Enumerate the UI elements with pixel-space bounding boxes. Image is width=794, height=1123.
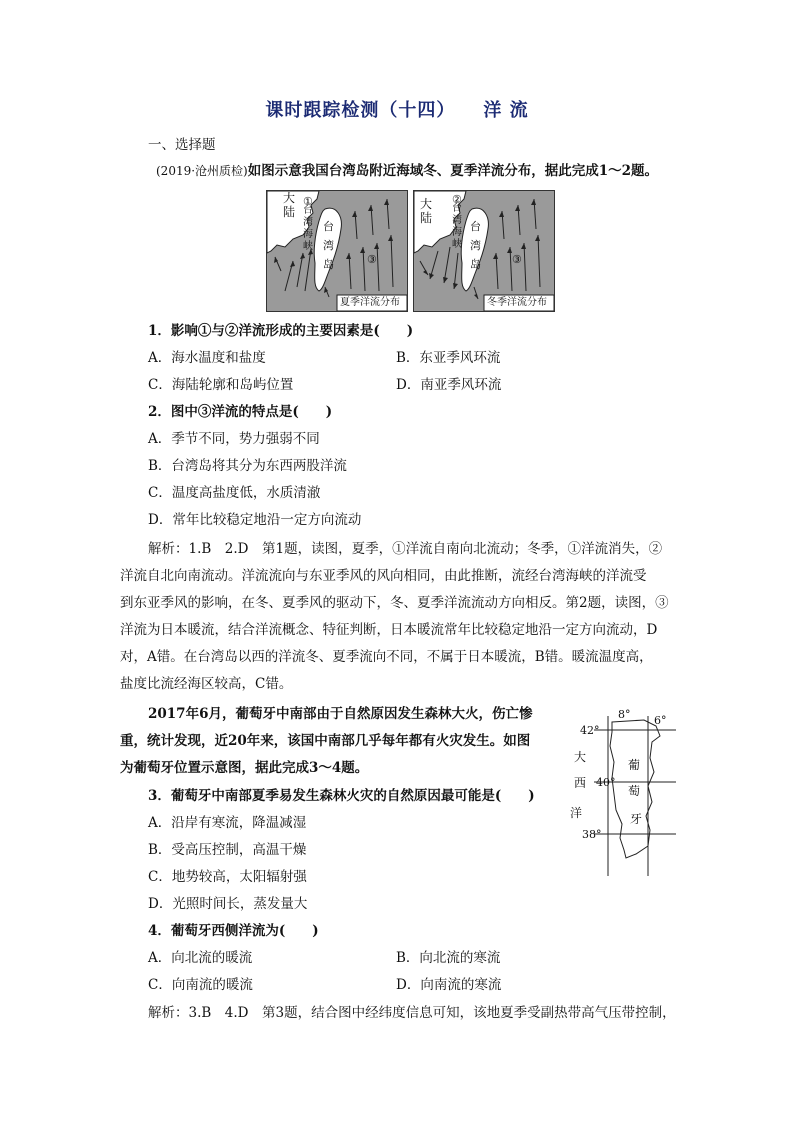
q3-stem: 3．葡萄牙中南部夏季易发生森林火灾的自然原因最可能是( ) (148, 788, 535, 804)
answer1-line: 盐度比流经海区较高，C错。 (120, 676, 293, 692)
country-label: 牙 (630, 812, 643, 826)
latitude-38: 38° (582, 828, 602, 841)
q3-option-a: A．沿岸有寒流，降温减湿 (148, 815, 307, 831)
portugal-location-map (564, 706, 680, 886)
title-main: 课时跟踪检测（十四） (265, 100, 456, 121)
longitude-6: 6° (654, 714, 667, 727)
intro-1 (156, 162, 658, 180)
q1-option-c: C．海陆轮廓和岛屿位置 (148, 377, 294, 393)
summer-land-label: 大 陆 (283, 191, 296, 219)
summer-marker-1: ① (303, 195, 313, 208)
winter-marker-3: ③ (512, 253, 522, 266)
answer1-line: 到东亚季风的影响，在冬、夏季风的驱动下，冬、夏季洋流流动方向相反。第2题，读图，③ (120, 595, 669, 611)
summer-current-map (266, 190, 408, 312)
summer-strait-label: 台 湾 海 峡 (303, 205, 313, 252)
q4-option-a: A．向北流的暖流 (148, 950, 253, 966)
ocean-label: 西 (574, 776, 587, 790)
answer1-line: 对，A错。在台湾岛以西的洋流冬、夏季流向不同，不属于日本暖流，B错。暖流温度高， (120, 649, 653, 665)
q3-option-c: C．地势较高，太阳辐射强 (148, 869, 307, 885)
q2-option-b: B．台湾岛将其分为东西两股洋流 (148, 458, 347, 474)
q4-option-d: D．向南流的寒流 (396, 977, 502, 993)
intro2-line: 2017年6月，葡萄牙中南部由于自然原因发生森林大火，伤亡惨 (148, 706, 533, 722)
q4-stem: 4．葡萄牙西侧洋流为( ) (148, 923, 319, 939)
longitude-8: 8° (618, 708, 631, 721)
winter-map-drawing (414, 191, 554, 311)
summer-island-label: 台 湾 岛 (323, 220, 334, 271)
q1-option-a: A．海水温度和盐度 (148, 350, 266, 366)
q2-option-a: A．季节不同，势力强弱不同 (148, 431, 320, 447)
q1-option-d: D．南亚季风环流 (396, 377, 502, 393)
summer-marker-3: ③ (367, 253, 377, 266)
q4-option-b: B．向北流的寒流 (396, 950, 501, 966)
q3-option-b: B．受高压控制，高温干燥 (148, 842, 307, 858)
section-heading: 一、选择题 (148, 137, 216, 153)
q1-stem: 1．影响①与②洋流形成的主要因素是( ) (148, 323, 414, 339)
q2-option-d: D．常年比较稳定地沿一定方向流动 (148, 512, 362, 528)
title-topic: 洋 流 (483, 100, 529, 121)
intro-source: (2019·沧州质检) (156, 164, 248, 178)
summer-map-caption: 夏季洋流分布 (340, 297, 400, 308)
winter-map-caption: 冬季洋流分布 (487, 297, 547, 308)
q3-option-d: D．光照时间长，蒸发量大 (148, 896, 308, 912)
latitude-42: 42° (580, 724, 600, 737)
intro-text: 如图示意我国台湾岛附近海域冬、夏季洋流分布，据此完成1～2题。 (247, 163, 659, 179)
winter-land-label: 大 陆 (420, 197, 433, 225)
answer1-line: 洋流自北向南流动。洋流流向与东亚季风的风向相同，由此推断，流经台湾海峡的洋流受 (120, 568, 647, 584)
intro2-line: 重，统计发现，近20年来，该国中南部几乎每年都有火灾发生。如图 (120, 733, 531, 749)
ocean-label: 大 (574, 750, 587, 764)
q4-option-c: C．向南流的暖流 (148, 977, 253, 993)
ocean-label: 洋 (570, 806, 583, 820)
q1-option-b: B．东亚季风环流 (396, 350, 501, 366)
answer1-line: 解析：1.B 2.D 第1题，读图，夏季，①洋流自南向北流动；冬季，①洋流消失，② (148, 541, 663, 557)
intro2-line: 为葡萄牙位置示意图，据此完成3～4题。 (120, 760, 369, 776)
winter-marker-2: ② (452, 193, 462, 206)
country-label: 葡 (628, 758, 641, 772)
page-title (0, 96, 794, 122)
country-label: 萄 (628, 784, 641, 798)
winter-current-map (413, 190, 555, 312)
winter-strait-label: 台 湾 海 峡 (452, 203, 462, 250)
winter-island-label: 台 湾 岛 (470, 220, 481, 271)
answer1-line: 洋流为日本暖流，结合洋流概念、特征判断，日本暖流常年比较稳定地沿一定方向流动，D (120, 622, 658, 638)
q2-option-c: C．温度高盐度低，水质清澈 (148, 485, 321, 501)
q2-stem: 2．图中③洋流的特点是( ) (148, 404, 333, 420)
answer2-line: 解析：3.B 4.D 第3题，结合图中经纬度信息可知，该地夏季受副热带高气压带控制， (148, 1005, 676, 1021)
latitude-40: 40° (596, 776, 616, 789)
